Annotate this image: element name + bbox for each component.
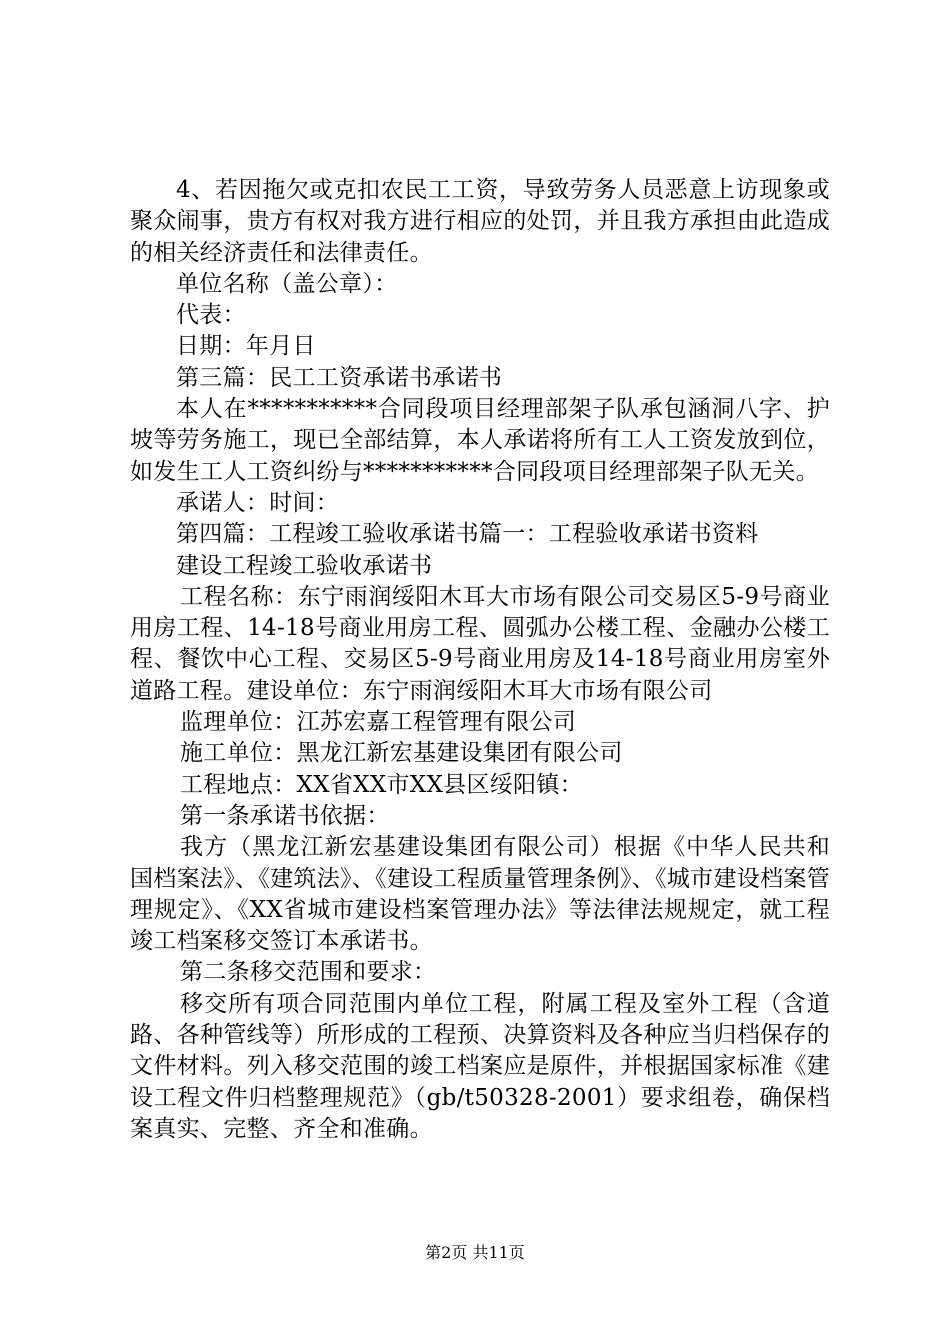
paragraph-contractor: 施工单位：黑龙江新宏基建设集团有限公司	[180, 740, 623, 767]
section-title-part-3: 第三篇：民工工资承诺书承诺书	[176, 364, 503, 391]
paragraph-pledger-time: 承诺人：时间：	[176, 489, 340, 516]
paragraph-project-name: 工程名称：东宁雨润绥阳木耳大市场有限公司交易区5-9号商业用房工程、14-18号商业用房工程、圆弧办公楼工程、金融办公楼工程、餐饮中心工程、交易区5-9号商业用房及14-18号商业用房室外道路工程。建设单位：东宁雨润绥阳木耳大市场有限公司	[130, 583, 830, 704]
document-subtitle: 建设工程竣工验收承诺书	[176, 552, 433, 579]
paragraph-worker-pledge: 本人在***********合同段项目经理部架子队承包涵洞八字、护坡等劳务施工，现已全部结算，本人承诺将所有工人工资发放到位，如发生工人工资纠纷与***********合同段项目经理部架子队无关。	[130, 396, 830, 485]
article-2-heading: 第二条移交范围和要求：	[180, 959, 437, 986]
paragraph-unit-name: 单位名称（盖公章）：	[176, 270, 398, 297]
paragraph-representative: 代表：	[176, 302, 246, 329]
document-body	[130, 175, 830, 1145]
section-title-part-4: 第四篇：工程竣工验收承诺书篇一：工程验收承诺书资料	[176, 521, 759, 548]
article-1-body: 我方（黑龙江新宏基建设集团有限公司）根据《中华人民共和国档案法》、《建筑法》、《建设工程质量管理条例》、《城市建设档案管理规定》、《XX省城市建设档案管理办法》等法律法规规定，就工程竣工档案移交签订本承诺书。	[130, 834, 830, 955]
paragraph-wage-clause-4: 4、若因拖欠或克扣农民工工资，导致劳务人员恶意上访现象或聚众闹事，贵方有权对我方进行相应的处罚，并且我方承担由此造成的相关经济责任和法律责任。	[130, 177, 830, 266]
page-footer: 第2页 共11页	[425, 1243, 525, 1262]
paragraph-date: 日期：年月日	[176, 333, 316, 360]
paragraph-location: 工程地点：XX省XX市XX县区绥阳镇：	[180, 771, 583, 798]
article-1-heading: 第一条承诺书依据：	[180, 802, 390, 829]
paragraph-supervisor: 监理单位：江苏宏嘉工程管理有限公司	[180, 709, 577, 736]
article-2-body: 移交所有项合同范围内单位工程，附属工程及室外工程（含道路、各种管线等）所形成的工程预、决算资料及各种应当归档保存的文件材料。列入移交范围的竣工档案应是原件，并根据国家标准《建设工程文件归档整理规范》（gb/t50328-2001）要求组卷，确保档案真实、完整、齐全和准确。	[130, 990, 830, 1142]
